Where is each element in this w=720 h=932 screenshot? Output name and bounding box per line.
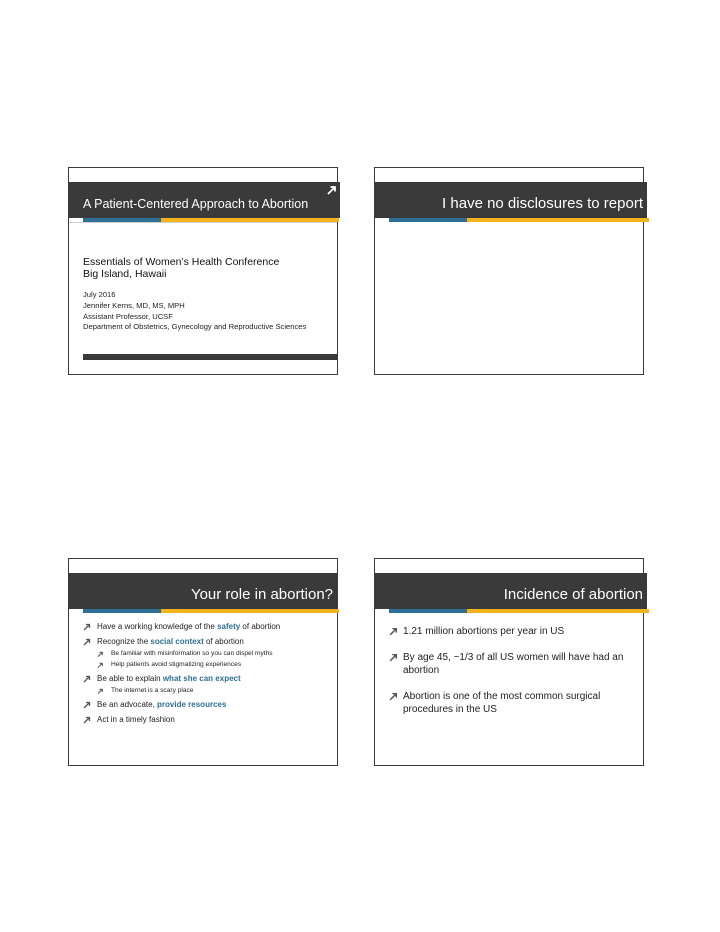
slide-header-bar: [375, 573, 647, 609]
diagonal-arrow-icon: [326, 184, 338, 196]
author-position: Assistant Professor, UCSF: [83, 311, 173, 321]
bullet-list: [389, 625, 641, 729]
accent-stripe-gold: [161, 609, 339, 613]
bullet-item: [83, 622, 335, 632]
bullet-text: of abortion: [203, 637, 244, 646]
diagonal-arrow-icon: [389, 653, 398, 662]
diagonal-arrow-icon: [389, 627, 398, 636]
sub-bullet-text: The internet is a scary place: [111, 687, 194, 694]
author-info: [83, 290, 335, 333]
bullet-item: [389, 690, 641, 716]
bullet-list: [83, 622, 335, 730]
slide-title-text: A Patient-Centered Approach to Abortion: [83, 197, 309, 211]
bullet-text: 1.21 million abortions per year in US: [403, 626, 565, 637]
slide-title-text: Incidence of abortion: [503, 586, 643, 603]
accent-stripe-blue: [389, 609, 467, 613]
diagonal-arrow-icon: [97, 688, 104, 695]
diagonal-arrow-icon: [83, 638, 91, 646]
sub-bullet-text: Be familiar with misinformation so you can dispel myths: [111, 650, 273, 657]
sub-bullet-text: Help patients avoid stigmatizing experiences: [111, 661, 242, 668]
slide-title-text: Your role in abortion?: [190, 586, 333, 603]
diagonal-arrow-icon: [97, 651, 104, 658]
bullet-text: of abortion: [240, 622, 281, 631]
slide-header-bar: [375, 182, 647, 218]
bullet-highlight: social context: [150, 637, 204, 646]
bullet-highlight: what she can expect: [162, 674, 241, 683]
sub-bullet-item: [97, 661, 335, 669]
accent-stripe-gold: [467, 609, 649, 613]
accent-stripe-blue: [389, 218, 467, 222]
bullet-highlight: provide resources: [157, 700, 227, 709]
accent-stripe-blue: [83, 609, 161, 613]
subtitle-line: Essentials of Women’s Health Conference: [83, 256, 280, 268]
diagonal-arrow-icon: [389, 692, 398, 701]
slide-header-bar: [69, 182, 340, 218]
bullet-item: [389, 651, 641, 677]
slide-subtitle: [83, 256, 279, 280]
slide-incidence: [374, 558, 644, 766]
divider: [69, 222, 337, 223]
bullet-item: [83, 715, 335, 725]
bullet-item: [83, 674, 335, 684]
bullet-item: [83, 700, 335, 710]
bullet-item: [389, 625, 641, 638]
bullet-text: Have a working knowledge of the: [97, 622, 218, 631]
slide-your-role: [68, 558, 338, 766]
slide-title: [68, 167, 338, 375]
slide-header-bar: [69, 573, 337, 609]
bullet-item: [83, 637, 335, 647]
diagonal-arrow-icon: [83, 623, 91, 631]
bullet-text: By age 45, ~1/3 of all US women will have had an abortion: [403, 652, 624, 676]
slide-disclosures: [374, 167, 644, 375]
slide-footer-bar: [83, 354, 338, 360]
diagonal-arrow-icon: [83, 701, 91, 709]
subtitle-line: Big Island, Hawaii: [83, 268, 167, 280]
diagonal-arrow-icon: [83, 716, 91, 724]
bullet-highlight: safety: [217, 622, 241, 631]
bullet-text: Recognize the: [97, 637, 151, 646]
date-text: July 2016: [83, 290, 116, 299]
sub-bullet-item: [97, 650, 335, 658]
slide-title-text: I have no disclosures to report: [442, 195, 643, 212]
bullet-text: Act in a timely fashion: [97, 715, 175, 724]
bullet-text: Abortion is one of the most common surgical procedures in the US: [403, 691, 601, 715]
author-name: Jennifer Kerns, MD, MS, MPH: [83, 300, 185, 310]
sub-bullet-item: [97, 687, 335, 695]
author-department: Department of Obstetrics, Gynecology and Reproductive Sciences: [83, 322, 307, 332]
accent-stripe-gold: [467, 218, 649, 222]
diagonal-arrow-icon: [97, 662, 104, 669]
diagonal-arrow-icon: [83, 675, 91, 683]
bullet-text: Be able to explain: [97, 674, 163, 683]
bullet-text: Be an advocate,: [97, 700, 158, 709]
